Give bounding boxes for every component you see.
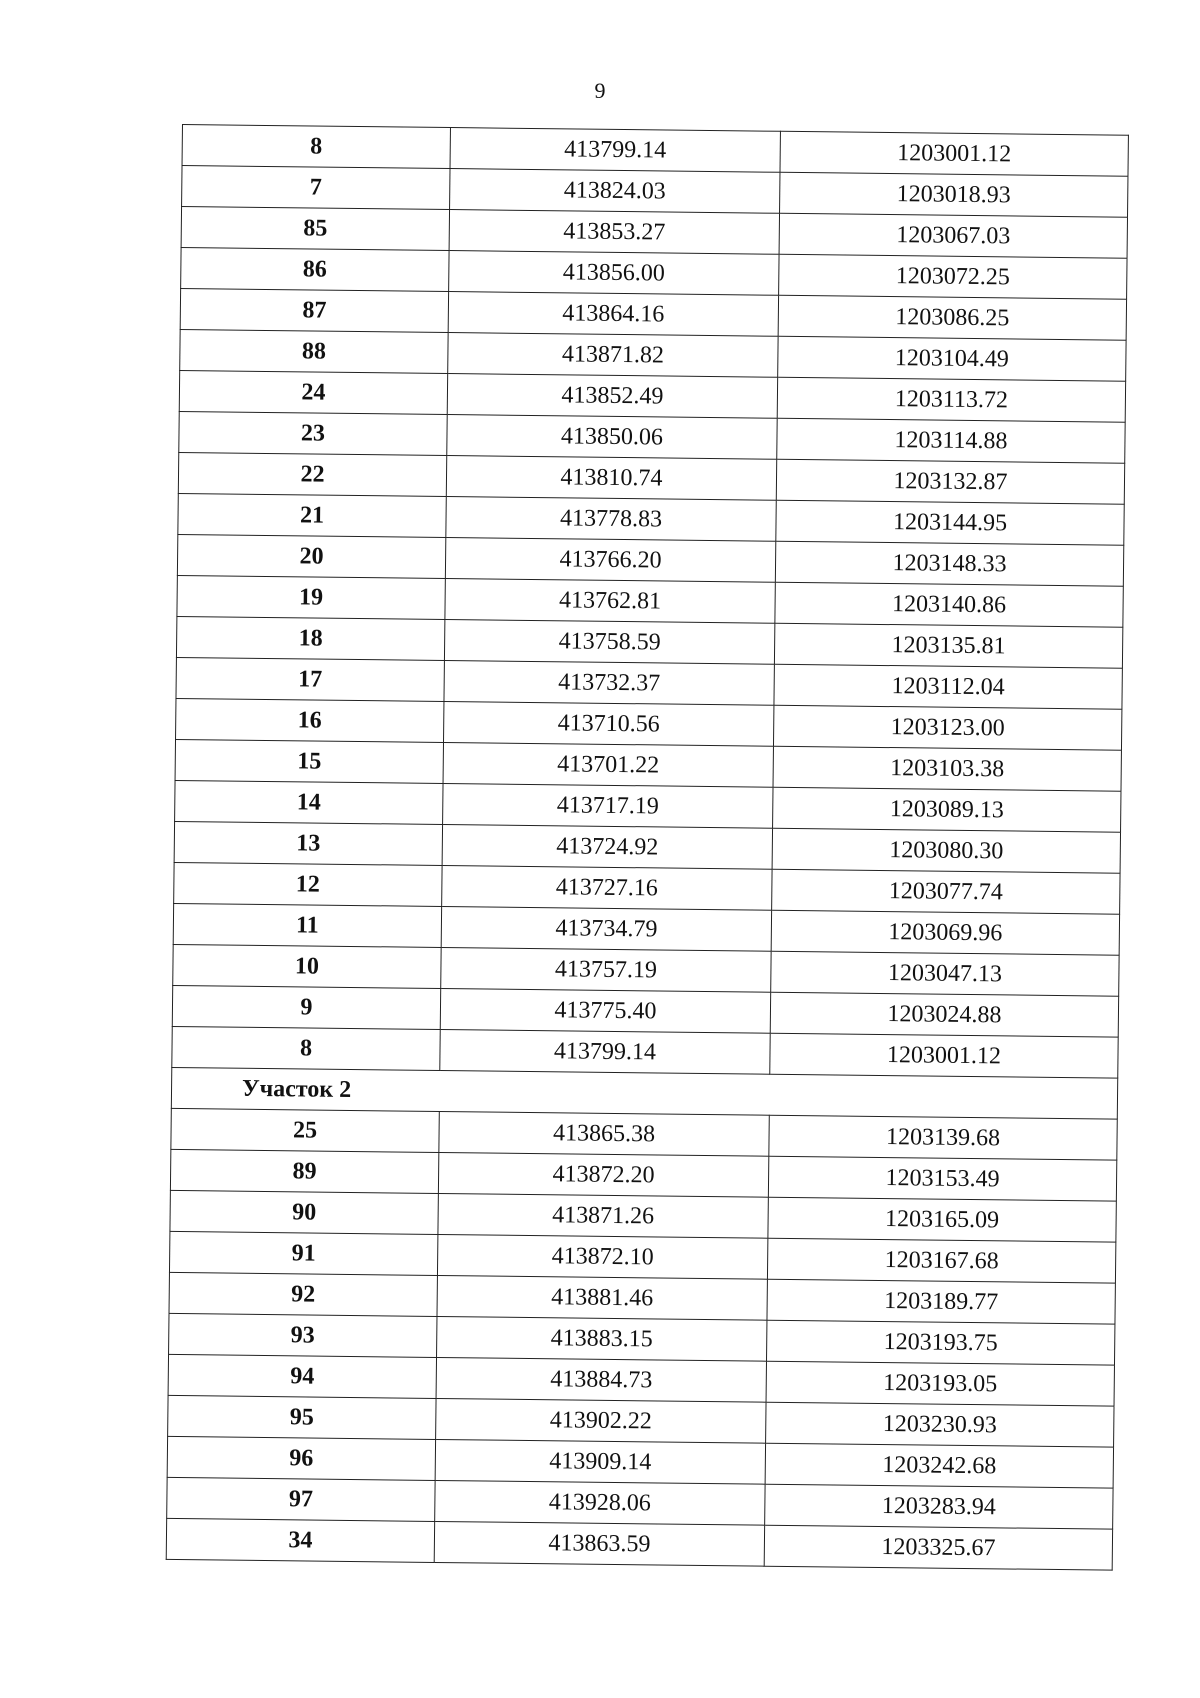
y-coordinate-cell: 1203077.74 bbox=[772, 869, 1120, 914]
point-number-cell: 18 bbox=[176, 616, 444, 660]
x-coordinate-cell: 413881.46 bbox=[437, 1275, 767, 1320]
y-coordinate-cell: 1203069.96 bbox=[771, 910, 1119, 955]
x-coordinate-cell: 413775.40 bbox=[440, 988, 770, 1033]
y-coordinate-cell: 1203193.05 bbox=[766, 1361, 1114, 1406]
x-coordinate-cell: 413852.49 bbox=[447, 374, 777, 419]
y-coordinate-cell: 1203072.25 bbox=[779, 254, 1127, 299]
point-number-cell: 16 bbox=[176, 698, 444, 742]
point-number-cell: 92 bbox=[169, 1272, 437, 1316]
point-number-cell: 85 bbox=[181, 207, 449, 251]
point-number-cell: 86 bbox=[181, 247, 449, 291]
point-number-cell: 88 bbox=[180, 329, 448, 373]
point-number-cell: 34 bbox=[166, 1518, 434, 1562]
y-coordinate-cell: 1203193.75 bbox=[767, 1320, 1115, 1365]
y-coordinate-cell: 1203018.93 bbox=[780, 172, 1128, 217]
y-coordinate-cell: 1203135.81 bbox=[774, 623, 1122, 668]
y-coordinate-cell: 1203153.49 bbox=[768, 1156, 1116, 1201]
point-number-cell: 19 bbox=[177, 575, 445, 619]
x-coordinate-cell: 413701.22 bbox=[443, 743, 773, 788]
point-number-cell: 9 bbox=[172, 985, 440, 1029]
point-number-cell: 10 bbox=[173, 944, 441, 988]
x-coordinate-cell: 413863.59 bbox=[434, 1521, 764, 1566]
x-coordinate-cell: 413902.22 bbox=[436, 1398, 766, 1443]
x-coordinate-cell: 413824.03 bbox=[450, 169, 780, 214]
y-coordinate-cell: 1203144.95 bbox=[776, 500, 1124, 545]
point-number-cell: 22 bbox=[178, 452, 446, 496]
y-coordinate-cell: 1203189.77 bbox=[767, 1279, 1115, 1324]
table-body-part-2 bbox=[166, 1108, 1117, 1570]
y-coordinate-cell: 1203086.25 bbox=[778, 295, 1126, 340]
y-coordinate-cell: 1203067.03 bbox=[779, 213, 1127, 258]
point-number-cell: 94 bbox=[168, 1354, 436, 1398]
x-coordinate-cell: 413734.79 bbox=[441, 906, 771, 951]
y-coordinate-cell: 1203167.68 bbox=[767, 1238, 1115, 1283]
x-coordinate-cell: 413810.74 bbox=[446, 456, 776, 501]
x-coordinate-cell: 413872.20 bbox=[438, 1152, 768, 1197]
y-coordinate-cell: 1203123.00 bbox=[773, 705, 1121, 750]
point-number-cell: 21 bbox=[178, 493, 446, 537]
point-number-cell: 8 bbox=[172, 1026, 440, 1070]
point-number-cell: 87 bbox=[180, 288, 448, 332]
point-number-cell: 24 bbox=[179, 370, 447, 414]
y-coordinate-cell: 1203080.30 bbox=[772, 828, 1120, 873]
x-coordinate-cell: 413850.06 bbox=[447, 415, 777, 460]
point-number-cell: 23 bbox=[179, 411, 447, 455]
x-coordinate-cell: 413778.83 bbox=[446, 497, 776, 542]
point-number-cell: 20 bbox=[177, 534, 445, 578]
x-coordinate-cell: 413883.15 bbox=[437, 1316, 767, 1361]
y-coordinate-cell: 1203139.68 bbox=[769, 1115, 1117, 1160]
point-number-cell: 8 bbox=[182, 125, 450, 169]
x-coordinate-cell: 413727.16 bbox=[442, 865, 772, 910]
y-coordinate-cell: 1203112.04 bbox=[774, 664, 1122, 709]
point-number-cell: 17 bbox=[176, 657, 444, 701]
x-coordinate-cell: 413758.59 bbox=[444, 620, 774, 665]
y-coordinate-cell: 1203230.93 bbox=[766, 1402, 1114, 1447]
y-coordinate-cell: 1203024.88 bbox=[770, 992, 1118, 1037]
point-number-cell: 89 bbox=[170, 1149, 438, 1193]
y-coordinate-cell: 1203242.68 bbox=[765, 1443, 1113, 1488]
x-coordinate-cell: 413871.26 bbox=[438, 1193, 768, 1238]
y-coordinate-cell: 1203047.13 bbox=[771, 951, 1119, 996]
x-coordinate-cell: 413856.00 bbox=[449, 251, 779, 296]
y-coordinate-cell: 1203089.13 bbox=[773, 787, 1121, 832]
table-body-part-1 bbox=[172, 125, 1129, 1079]
coordinates-table bbox=[166, 124, 1129, 1571]
page-number: 9 bbox=[594, 78, 606, 103]
x-coordinate-cell: 413872.10 bbox=[437, 1234, 767, 1279]
x-coordinate-cell: 413864.16 bbox=[448, 292, 778, 337]
point-number-cell: 11 bbox=[173, 903, 441, 947]
point-number-cell: 91 bbox=[169, 1231, 437, 1275]
x-coordinate-cell: 413909.14 bbox=[435, 1439, 765, 1484]
point-number-cell: 90 bbox=[170, 1190, 438, 1234]
point-number-cell: 13 bbox=[174, 821, 442, 865]
x-coordinate-cell: 413766.20 bbox=[445, 538, 775, 583]
point-number-cell: 15 bbox=[175, 739, 443, 783]
y-coordinate-cell: 1203325.67 bbox=[764, 1525, 1112, 1570]
x-coordinate-cell: 413732.37 bbox=[444, 661, 774, 706]
y-coordinate-cell: 1203148.33 bbox=[775, 541, 1123, 586]
y-coordinate-cell: 1203113.72 bbox=[777, 377, 1125, 422]
x-coordinate-cell: 413928.06 bbox=[435, 1480, 765, 1525]
y-coordinate-cell: 1203165.09 bbox=[768, 1197, 1116, 1242]
x-coordinate-cell: 413884.73 bbox=[436, 1357, 766, 1402]
section-label: Участок 2 bbox=[171, 1067, 1117, 1119]
x-coordinate-cell: 413710.56 bbox=[444, 702, 774, 747]
point-number-cell: 93 bbox=[169, 1313, 437, 1357]
y-coordinate-cell: 1203001.12 bbox=[780, 131, 1128, 176]
x-coordinate-cell: 413724.92 bbox=[442, 825, 772, 870]
y-coordinate-cell: 1203132.87 bbox=[776, 459, 1124, 504]
point-number-cell: 14 bbox=[175, 780, 443, 824]
y-coordinate-cell: 1203104.49 bbox=[778, 336, 1126, 381]
x-coordinate-cell: 413799.14 bbox=[450, 128, 780, 173]
y-coordinate-cell: 1203001.12 bbox=[770, 1033, 1118, 1078]
point-number-cell: 95 bbox=[168, 1395, 436, 1439]
y-coordinate-cell: 1203140.86 bbox=[775, 582, 1123, 627]
y-coordinate-cell: 1203114.88 bbox=[777, 418, 1125, 463]
x-coordinate-cell: 413865.38 bbox=[439, 1111, 769, 1156]
y-coordinate-cell: 1203103.38 bbox=[773, 746, 1121, 791]
point-number-cell: 96 bbox=[167, 1436, 435, 1480]
point-number-cell: 7 bbox=[182, 166, 450, 210]
point-number-cell: 25 bbox=[171, 1108, 439, 1152]
coordinates-table-wrapper bbox=[166, 124, 1128, 1571]
x-coordinate-cell: 413717.19 bbox=[443, 784, 773, 829]
x-coordinate-cell: 413853.27 bbox=[449, 210, 779, 255]
y-coordinate-cell: 1203283.94 bbox=[765, 1484, 1113, 1529]
point-number-cell: 97 bbox=[167, 1477, 435, 1521]
x-coordinate-cell: 413757.19 bbox=[441, 947, 771, 992]
point-number-cell: 12 bbox=[174, 862, 442, 906]
x-coordinate-cell: 413871.82 bbox=[448, 333, 778, 378]
x-coordinate-cell: 413762.81 bbox=[445, 579, 775, 624]
x-coordinate-cell: 413799.14 bbox=[440, 1029, 770, 1074]
